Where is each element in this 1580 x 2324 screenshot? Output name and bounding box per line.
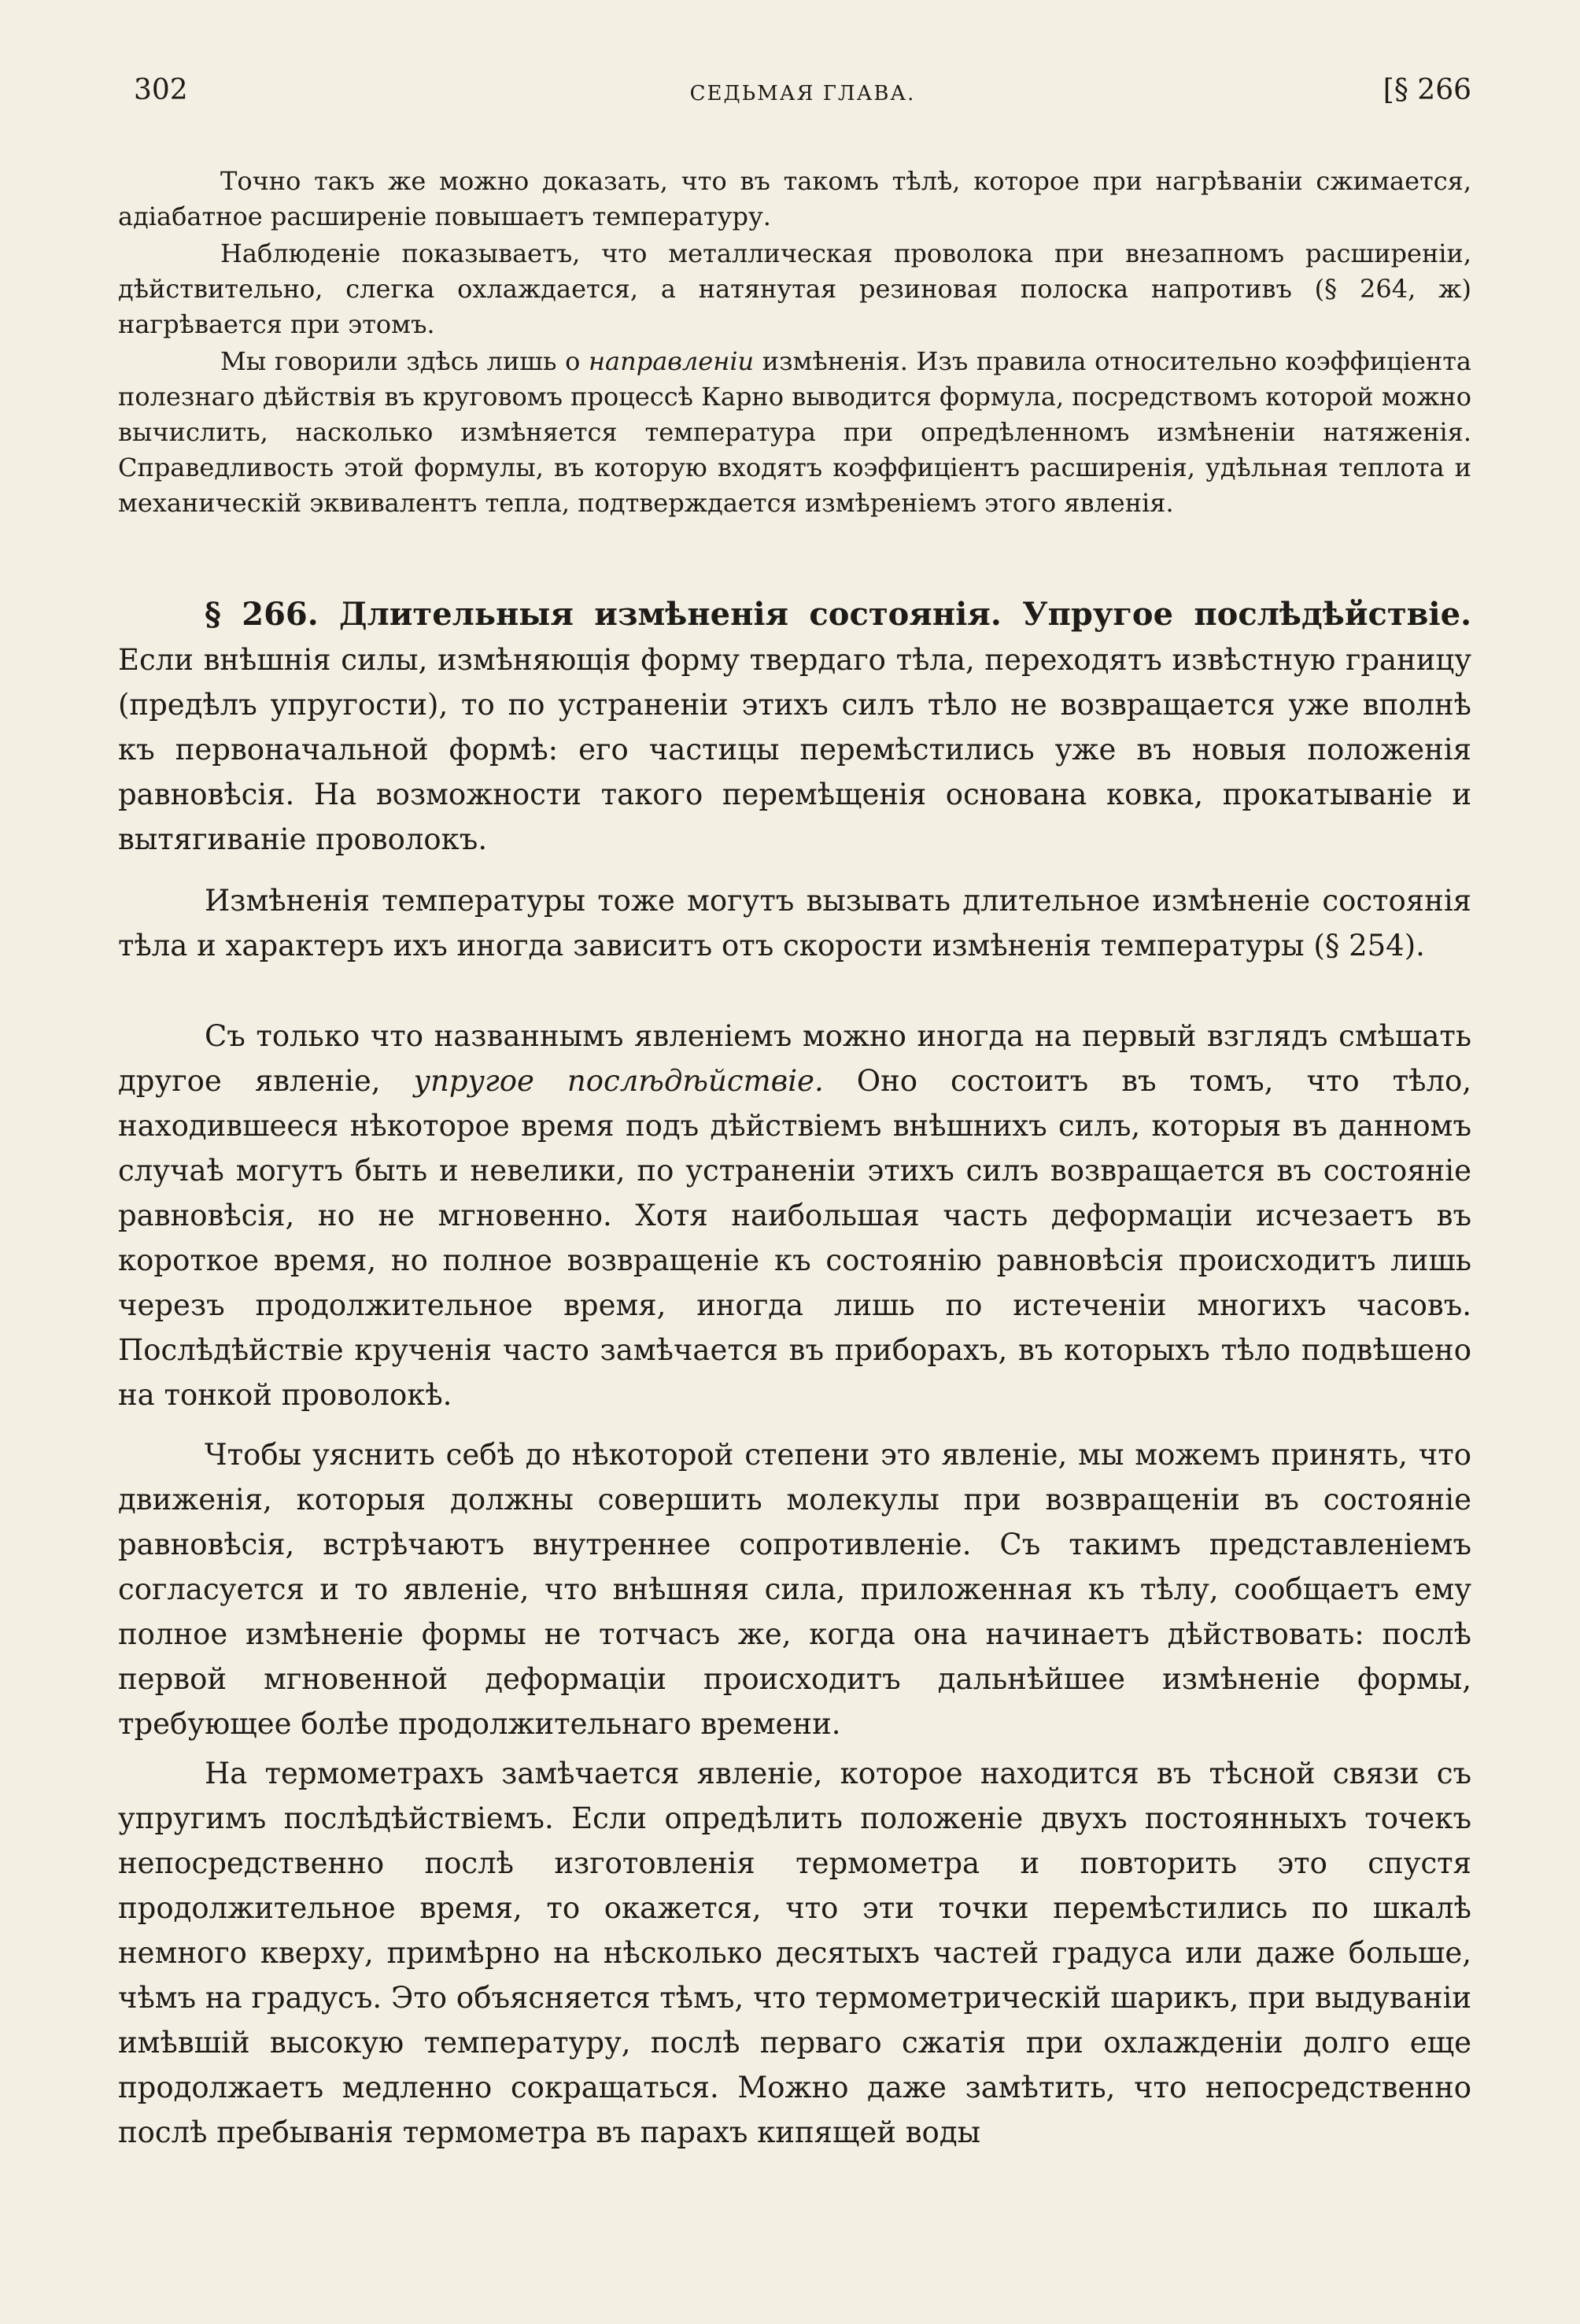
section-reference: [§ 266 xyxy=(1382,74,1471,106)
emphasis-direction: направленіи xyxy=(588,346,755,376)
paragraph-thermometers: На термометрахъ замѣчается явленіе, которое находится въ тѣсной связи съ упругимъ послѣдѣйствіемъ. Если опредѣлить положеніе двухъ постоянныхъ точекъ непосредственно послѣ изготовленія термометра и повторить это спустя продолжительное время, то окажется, что эти точки перемѣстились по шкалѣ немного кверху, примѣрно на нѣсколько десятыхъ частей градуса или даже больше, чѣмъ на градусъ. Это объясняется тѣмъ, что термометрическій шарикъ, при выдуваніи имѣвшій высокую температуру, послѣ перваго сжатія при охлажденіи долго еще продолжаетъ медленно сокращаться. Можно даже замѣтить, что непосредственно послѣ пребыванія термометра въ парахъ кипящей воды xyxy=(118,1757,1471,2149)
running-header xyxy=(134,74,1471,121)
paragraph-internal-resistance: Чтобы уяснить себѣ до нѣкоторой степени это явленіе, мы можемъ принять, что движенія, которыя должны совершить молекулы при возвращеніи въ состояніе равновѣсія, встрѣчаютъ внутреннее сопротивленіе. Съ такимъ представленіемъ согласуется и то явленіе, что внѣшняя сила, приложенная къ тѣлу, сообщаетъ ему полное измѣненіе формы не тотчасъ же, когда она начинаетъ дѣйствовать: послѣ первой мгновенной деформаціи происходитъ дальнѣйшее измѣненіе формы, требующее болѣе продолжительнаго времени. xyxy=(118,1438,1471,1741)
paragraph-temperature-change: Измѣненія температуры тоже могутъ вызывать длительное измѣненіе состоянія тѣла и характеръ ихъ иногда зависитъ отъ скорости измѣненія температуры (§ 254). xyxy=(118,884,1471,962)
section-266-paragraph: § 266. Длительныя измѣненія состоянія. Упругое послѣдѣйствіе. Если внѣшнія силы, измѣняющія форму твердаго тѣла, переходятъ извѣстную границу (предѣлъ упругости), то по устраненіи этихъ силъ тѣло не возвращается уже вполнѣ къ первоначальной формѣ: его частицы перемѣстились уже въ новыя положенія равновѣсія. На возможности такого перемѣщенія основана ковка, прокатываніе и вытягиваніе проволокъ. xyxy=(118,596,1471,856)
paragraph-adiabatic-expansion: Точно такъ же можно доказать, что въ такомъ тѣлѣ, которое при нагрѣваніи сжимается, адіабатное расширеніе повышаетъ температуру. xyxy=(118,166,1471,231)
section-title: § 266. Длительныя измѣненія состоянія. Упругое послѣдѣйствіе. xyxy=(205,596,1471,633)
chapter-title: СЕДЬМАЯ ГЛАВА. xyxy=(689,82,916,105)
paragraph-observation: Наблюденіе показываетъ, что металлическая проволока при внезапномъ расширеніи, дѣйствительно, слегка охлаждается, а натянутая резиновая полоска напротивъ (§ 264, ж) нагрѣвается при этомъ. xyxy=(118,238,1471,339)
emphasis-elastic-aftereffect: упругое послѣдѣйствіе. xyxy=(413,1064,824,1098)
paragraph-elastic-aftereffect: Съ только что названнымъ явленіемъ можно иногда на первый взглядъ смѣшать другое явленіе, упругое послѣдѣйствіе. Оно состоитъ въ томъ, что тѣло, находившееся нѣкоторое время подъ дѣйствіемъ внѣшнихъ силъ, которыя въ данномъ случаѣ могутъ быть и невелики, по устраненіи этихъ силъ возвращается въ состояніе равновѣсія, но не мгновенно. Хотя наибольшая часть деформаціи исчезаетъ въ короткое время, но полное возвращеніе къ состоянію равновѣсія происходитъ лишь черезъ продолжительное время, иногда лишь по истеченіи многихъ часовъ. Послѣдѣйствіе крученія часто замѣчается въ приборахъ, въ которыхъ тѣло подвѣшено на тонкой проволокѣ. xyxy=(118,1019,1471,1412)
page-number: 302 xyxy=(134,74,188,106)
paragraph-carnot-formula: Мы говорили здѣсь лишь о направленіи измѣненія. Изъ правила относительно коэффиціента полезнаго дѣйствія въ круговомъ процессѣ Карно выводится формула, посредствомъ которой можно вычислить, насколько измѣняется температура при опредѣленномъ измѣненіи натяженія. Справедливость этой формулы, въ которую входятъ коэффиціентъ расширенія, удѣльная теплота и механическій эквивалентъ тепла, подтверждается измѣреніемъ этого явленія. xyxy=(118,346,1471,518)
